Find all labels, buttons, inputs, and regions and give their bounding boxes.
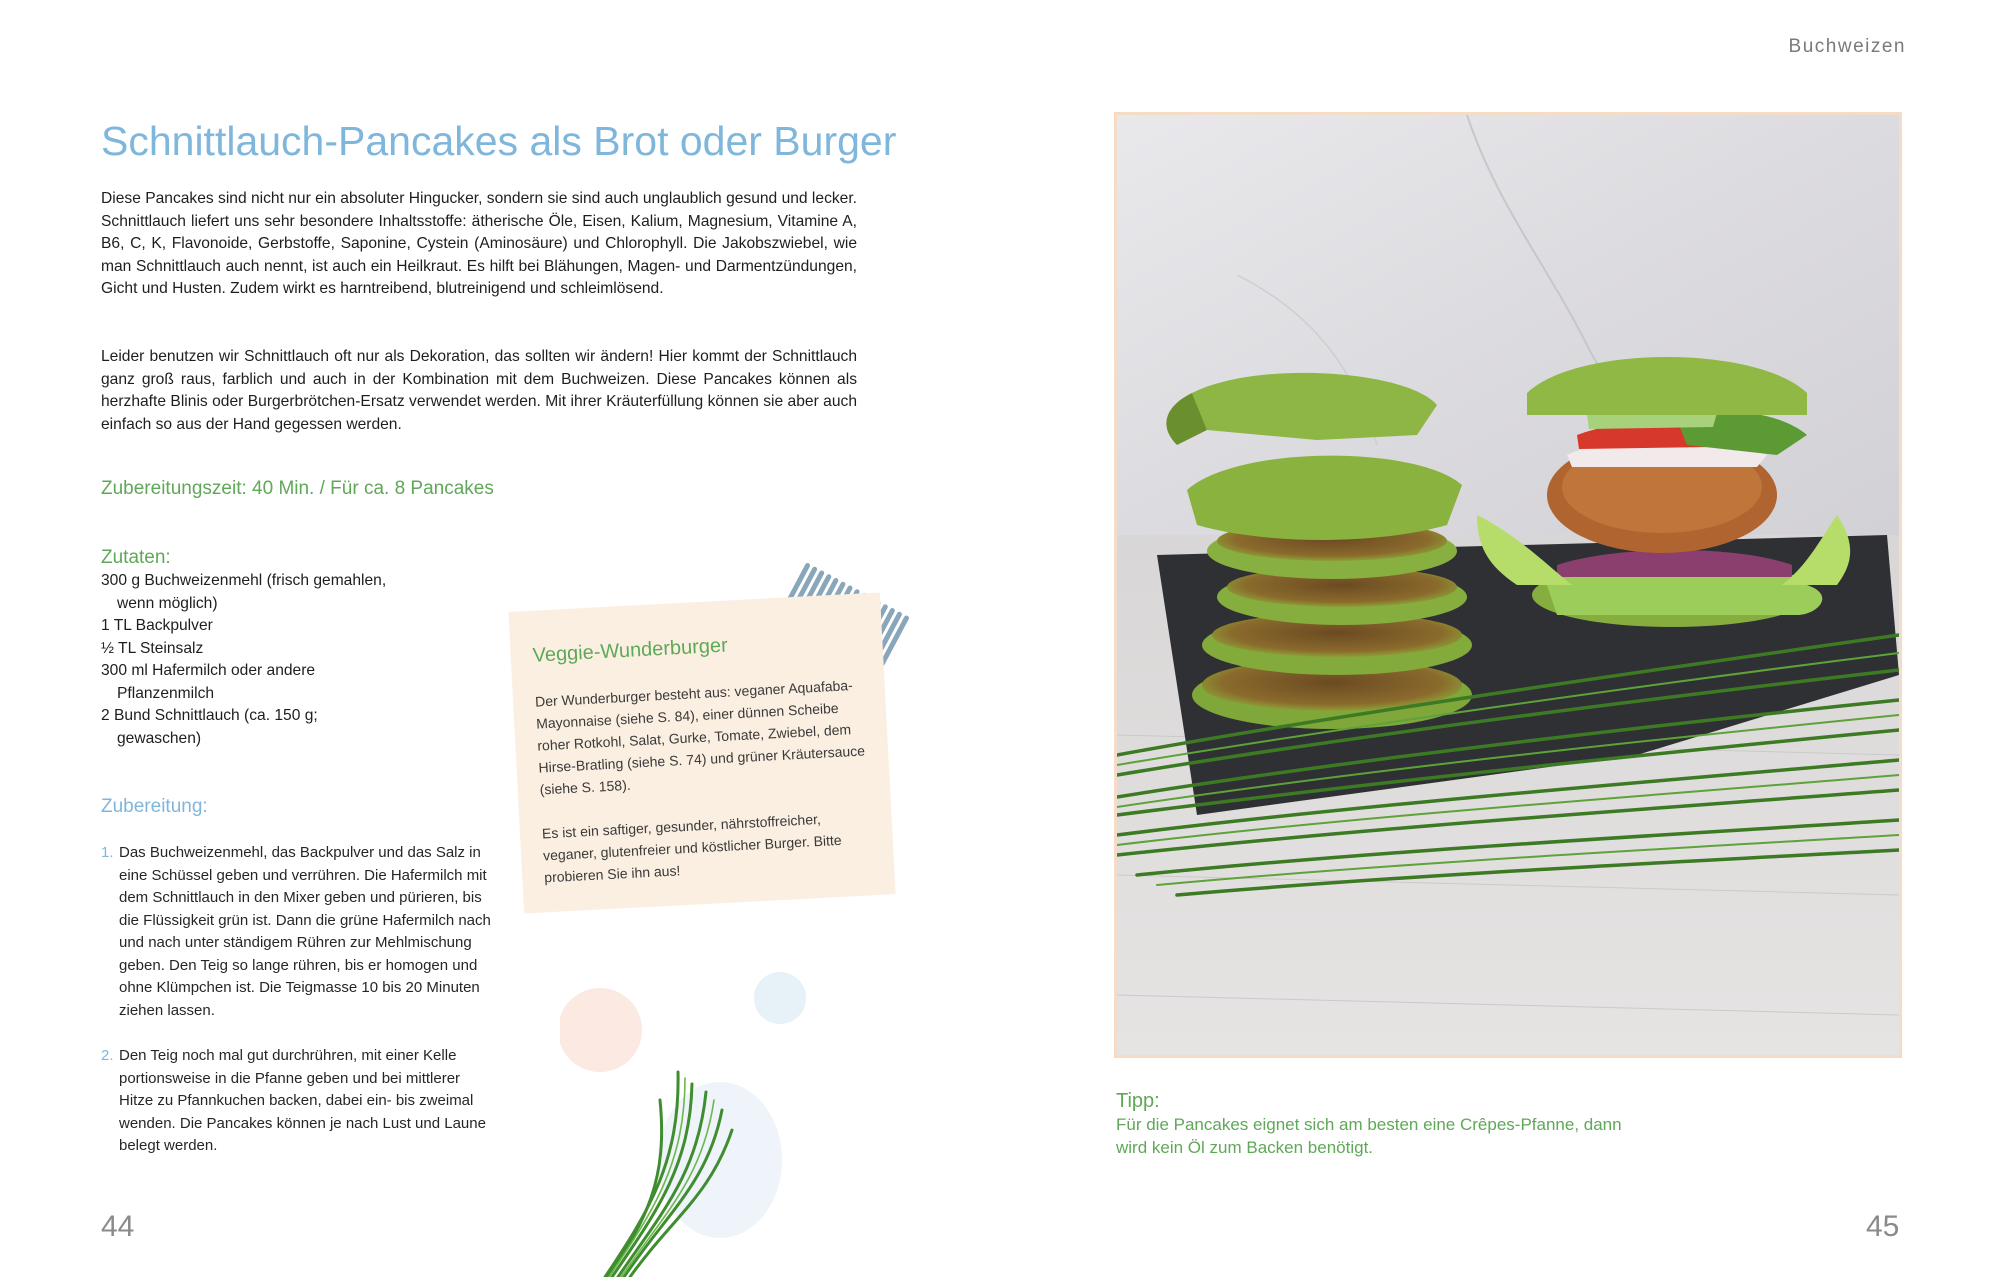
note-paragraph: Der Wunderburger besteht aus: veganer Aquafaba-Mayonnaise (siehe S. 84), einer dünnen Scheibe roher Rotkohl, Salat, Gurke, Tomate, Zwiebel, dem Hirse-Bratling (siehe S. 74) und grüner Kräutersauce (siehe S. 158). <box>534 677 866 798</box>
recipe-photo <box>1114 112 1902 1058</box>
note-paragraph: Es ist ein saftiger, gesunder, nährstoffreicher, veganer, glutenfreier und köstlicher Burger. Bitte probieren Sie ihn aus! <box>541 810 842 886</box>
steps-heading: Zubereitung: <box>101 796 208 817</box>
ingredient-item: 300 g Buchweizenmehl (frisch gemahlen, wenn möglich) <box>101 572 387 612</box>
ingredients-heading: Zutaten: <box>101 547 171 568</box>
tip-text: Für die Pancakes eignet sich am besten eine Crêpes-Pfanne, dann wird kein Öl zum Backen benötigt. <box>1116 1115 1622 1157</box>
note-body <box>535 673 876 910</box>
step-item <box>101 1045 491 1158</box>
step-item <box>101 842 491 1022</box>
page-number-left: 44 <box>101 1210 135 1243</box>
ingredient-item: ½ TL Steinsalz <box>101 639 204 657</box>
step-number: 1. <box>101 844 114 861</box>
pancake-burger-image <box>1117 115 1899 1055</box>
tip-heading: Tipp: <box>1116 1090 1160 1112</box>
note-card <box>508 592 895 913</box>
step-text: Den Teig noch mal gut durchrühren, mit einer Kelle portionsweise in die Pfanne geben und bei mittlerer Hitze zu Pfannkuchen backen, dabei ein- bis zweimal wenden. Die Pancakes können je nach Lust und Laune belegt werden. <box>119 1047 486 1154</box>
ingredient-item: 300 ml Hafermilch oder andere Pflanzenmilch <box>101 662 316 702</box>
section-header: Buchweizen <box>1788 36 1906 57</box>
recipe-title: Schnittlauch-Pancakes als Brot oder Burger <box>101 118 897 164</box>
prep-time: Zubereitungszeit: 40 Min. / Für ca. 8 Pancakes <box>101 478 494 499</box>
ingredients-list <box>101 570 391 750</box>
step-number: 2. <box>101 1047 114 1064</box>
intro-paragraph-1: Diese Pancakes sind nicht nur ein absoluter Hingucker, sondern sie sind auch unglaublich gesund und lecker. Schnittlauch liefert uns sehr besondere Inhaltsstoffe: ätherische Öle, Eisen, Kalium, Magnesium, Vitamine A, B6, C, K, Flavonoide, Gerbstoffe, Saponine, Cystein (Aminosäure) und Chlorophyll. Die Jakobszwiebel, wie man Schnittlauch auch nennt, ist auch ein Heilkraut. Es hilft bei Blähungen, Magen- und Darmentzündungen, Gicht und Husten. Zudem wirkt es harntreibend, blutreinigend und schleimlösend. <box>101 190 857 297</box>
step-text: Das Buchweizenmehl, das Backpulver und das Salz in eine Schüssel geben und verrühren. Die Hafermilch mit dem Schnittlauch in den Mixer geben und pürieren, bis die Flüssigkeit grün ist. Dann die grüne Hafermilch nach und nach unter ständigem Rühren zur Mehlmischung geben. Den Teig so lange rühren, bis er homogen und ohne Klümpchen ist. Die Teigmasse 10 bis 20 Minuten ziehen lassen. <box>119 844 491 1019</box>
ingredient-item: 2 Bund Schnittlauch (ca. 150 g; gewaschen) <box>101 707 318 747</box>
note-heading: Veggie-Wunderburger <box>532 634 729 667</box>
page-number-right: 45 <box>1866 1210 1900 1243</box>
intro-paragraph-2: Leider benutzen wir Schnittlauch oft nur als Dekoration, das sollten wir ändern! Hier kommt der Schnittlauch ganz groß raus, farblich und auch in der Kombination mit dem Buchweizen. Diese Pancakes können als herzhafte Blinis oder Burgerbrötchen-Ersatz verwendet werden. Mit ihrer Kräuterfüllung können sie aber auch einfach so aus der Hand gegessen werden. <box>101 348 857 433</box>
ingredient-item: 1 TL Backpulver <box>101 617 213 634</box>
chive-illustration <box>560 960 820 1277</box>
